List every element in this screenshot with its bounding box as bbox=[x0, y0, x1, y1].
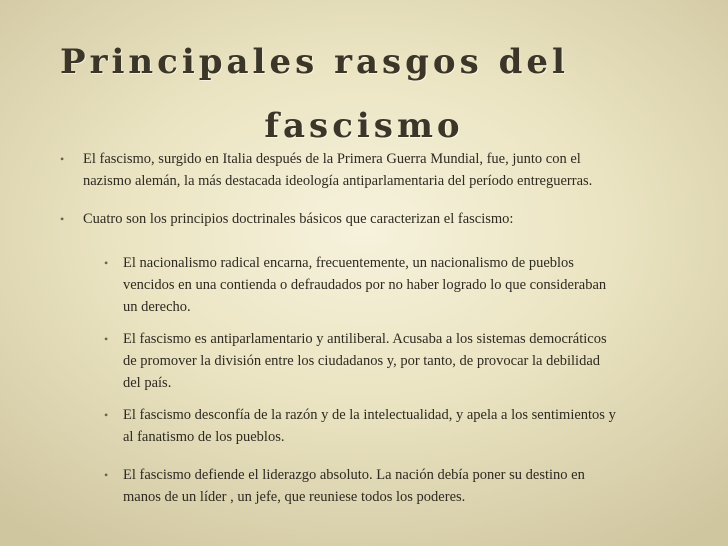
bullet-item bbox=[60, 208, 703, 230]
bullet-icon: • bbox=[104, 468, 109, 482]
bullet-text-line: vencidos en una contienda o defraudados por no haber logrado lo que consideraban bbox=[123, 277, 607, 293]
bullet-text-line: El fascismo defiende el liderazgo absoluto. La nación debía poner su destino en bbox=[123, 467, 585, 483]
bullet-text-line: El fascismo desconfía de la razón y de la intelectualidad, y apela a los sentimientos y bbox=[123, 407, 616, 423]
bullet-text-line: un derecho. bbox=[123, 299, 191, 315]
sub-bullet-item bbox=[104, 404, 708, 448]
bullet-icon: • bbox=[60, 152, 65, 166]
bullet-text-line: manos de un líder , un jefe, que reuniese todos los poderes. bbox=[123, 489, 466, 505]
bullet-text-line: nazismo alemán, la más destacada ideología antiparlamentaria del período entreguerras. bbox=[83, 173, 593, 189]
bullet-text-line: El nacionalismo radical encarna, frecuentemente, un nacionalismo de pueblos bbox=[123, 255, 574, 271]
bullet-icon: • bbox=[104, 408, 109, 422]
title-line-1: Principales rasgos del bbox=[60, 42, 569, 82]
bullet-text-line: El fascismo es antiparlamentario y antiliberal. Acusaba a los sistemas democráticos bbox=[123, 331, 607, 347]
sub-bullet-item bbox=[104, 464, 708, 508]
bullet-icon: • bbox=[60, 212, 65, 226]
bullet-text-line: Cuatro son los principios doctrinales básicos que caracterizan el fascismo: bbox=[83, 211, 514, 227]
bullet-text-line: del país. bbox=[123, 375, 172, 391]
bullet-icon: • bbox=[104, 332, 109, 346]
bullet-item bbox=[60, 148, 703, 192]
sub-bullet-item bbox=[104, 328, 708, 394]
sub-bullet-item bbox=[104, 252, 708, 318]
bullet-text-line: El fascismo, surgido en Italia después de la Primera Guerra Mundial, fue, junto con el bbox=[83, 151, 581, 167]
title-line-2: fascismo bbox=[264, 106, 464, 146]
bullet-icon: • bbox=[104, 256, 109, 270]
bullet-text-line: de promover la división entre los ciudadanos y, por tanto, de provocar la debilidad bbox=[123, 353, 601, 369]
bullet-text-line: al fanatismo de los pueblos. bbox=[123, 429, 285, 445]
